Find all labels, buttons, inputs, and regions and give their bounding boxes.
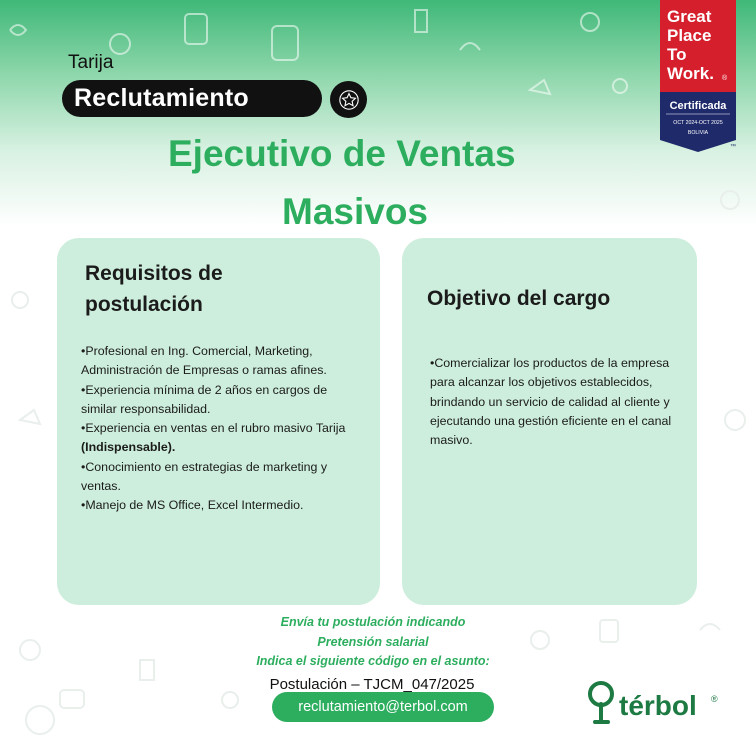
email-link[interactable]: reclutamiento@terbol.com bbox=[272, 692, 494, 722]
gptw-period: OCT 2024-OCT 2025 bbox=[673, 120, 723, 126]
gptw-status: Certificada bbox=[669, 100, 727, 112]
city-label: Tarija bbox=[68, 52, 114, 73]
gptw-registered: ® bbox=[722, 75, 728, 82]
job-title-line1: Ejecutivo de Ventas bbox=[168, 133, 516, 174]
requirement-item: •Experiencia mínima de 2 años en cargos de similar responsabilidad. bbox=[81, 382, 328, 416]
objective-text bbox=[430, 354, 680, 450]
tree-logo-icon bbox=[585, 680, 619, 728]
requirement-item: •Profesional en Ing. Comercial, Marketing, Administración de Empresas o ramas afines. bbox=[81, 344, 327, 378]
category-pill: Reclutamiento bbox=[62, 80, 322, 117]
gptw-line2: Place bbox=[667, 26, 712, 45]
brand-name: térbol bbox=[619, 690, 697, 721]
gptw-line3: To bbox=[667, 45, 687, 64]
requirements-heading bbox=[85, 258, 285, 320]
job-title-line2: Masivos bbox=[282, 191, 429, 232]
great-place-to-work-badge bbox=[660, 0, 736, 152]
objective-card bbox=[402, 238, 697, 605]
gptw-country: BOLIVIA bbox=[687, 130, 709, 136]
requirement-item-text: •Experiencia en ventas en el rubro masivo Tarija bbox=[81, 421, 346, 436]
requirements-card bbox=[57, 238, 380, 605]
requirement-item: •Conocimiento en estrategias de marketing y ventas. bbox=[81, 459, 328, 494]
star-icon bbox=[338, 89, 360, 111]
requirements-list bbox=[81, 342, 363, 516]
objective-heading: Objetivo del cargo bbox=[427, 287, 611, 310]
application-code: Postulación – TJCM_047/2025 bbox=[269, 675, 475, 693]
requirement-emphasis: (Indispensable). bbox=[81, 440, 176, 455]
brand-registered: ® bbox=[711, 694, 718, 704]
objective-item: •Comercializar los productos de la empresa para alcanzar los objetivos establecidos, brindando un servicio de calidad al cliente y ejecutando una gestión eficiente en el canal masivo. bbox=[430, 356, 672, 448]
requirement-item: •Manejo de MS Office, Excel Intermedio. bbox=[81, 498, 304, 513]
gptw-line1: Great bbox=[667, 7, 712, 26]
gptw-line4: Work. bbox=[667, 64, 714, 83]
star-badge bbox=[330, 81, 367, 118]
requirements-heading-line2: postulación bbox=[85, 293, 203, 316]
terbol-logo bbox=[585, 680, 725, 728]
instruction-line1: Envía tu postulación indicando bbox=[280, 615, 466, 629]
instruction-line2: Pretensión salarial bbox=[317, 634, 429, 649]
instruction-line3: Indica el siguiente código en el asunto: bbox=[256, 654, 490, 668]
gptw-tm: ™ bbox=[730, 144, 736, 150]
requirement-item bbox=[81, 419, 363, 458]
requirements-heading-line1: Requisitos de bbox=[85, 262, 223, 285]
